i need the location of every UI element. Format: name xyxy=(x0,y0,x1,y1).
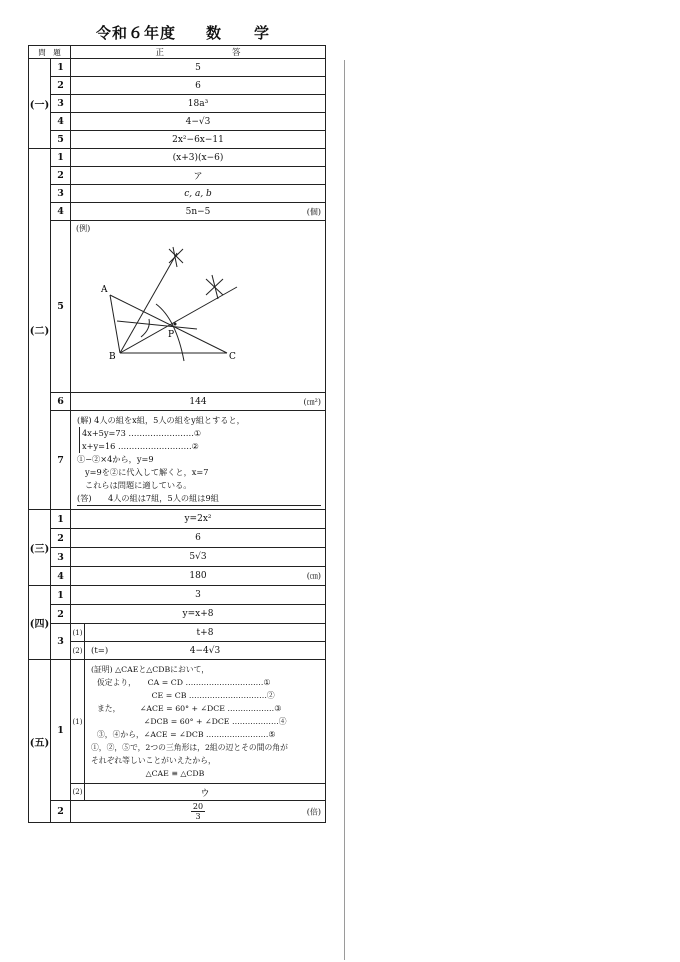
answer-cell: 18a³ xyxy=(71,95,326,113)
equation-line: 4x+5y=73 ……………………① xyxy=(79,427,325,440)
sub-question-number: (1) xyxy=(71,660,85,784)
fraction xyxy=(191,802,205,821)
answer-cell: y=x+8 xyxy=(71,605,326,624)
solution-cell xyxy=(71,411,326,510)
answer-cell: 5 xyxy=(71,59,326,77)
solution-line: これらは問題に適している。 xyxy=(85,480,192,490)
vertex-b-label: B xyxy=(109,352,116,362)
answer-cell: ウ xyxy=(85,784,326,801)
question-number: 2 xyxy=(51,605,71,624)
solution-answer: (答) 4人の組は7組，5人の組は9組 xyxy=(77,492,321,506)
vertex-c-label: C xyxy=(229,352,236,362)
equation-line: x+y=16 ………………………② xyxy=(79,440,325,453)
answer-table xyxy=(28,45,326,823)
table-row xyxy=(29,411,326,510)
question-number: 3 xyxy=(51,185,71,203)
answer-cell xyxy=(71,567,326,586)
question-number: 7 xyxy=(51,411,71,510)
example-label: (例) xyxy=(76,224,91,233)
question-number: 6 xyxy=(51,393,71,411)
unit-label: (倍) xyxy=(306,807,321,816)
answer-value: 4−4√3 xyxy=(189,645,221,656)
table-header xyxy=(29,46,326,59)
fraction-denominator: 3 xyxy=(195,811,201,821)
table-row xyxy=(29,548,326,567)
solution-line: (解) 4人の組をx組，5人の組をy組とすると， xyxy=(77,415,245,425)
proof-line: それぞれ等しいことがいえたから， xyxy=(91,756,216,765)
answer-value: 5n−5 xyxy=(185,206,211,217)
answer-cell xyxy=(71,801,326,823)
proof-line: ③，④から，∠ACE = ∠DCB ……………………⑤ xyxy=(97,730,276,739)
compass-arc-small xyxy=(141,319,149,337)
table-row xyxy=(29,167,326,185)
question-number: 4 xyxy=(51,567,71,586)
header-answer: 正 答 xyxy=(71,46,326,59)
table-row xyxy=(29,95,326,113)
proof-line: (証明) △CAEと△CDBにおいて， xyxy=(91,665,210,674)
question-number: 5 xyxy=(51,221,71,393)
table-row xyxy=(29,605,326,624)
proof-line: また， ∠ACE = 60° + ∠DCE ………………③ xyxy=(97,704,282,713)
table-row xyxy=(29,185,326,203)
sub-question-number: (1) xyxy=(71,624,85,642)
question-number: 4 xyxy=(51,203,71,221)
header-question: 問 題 xyxy=(29,46,71,59)
table-row xyxy=(29,642,326,660)
proof-line: 仮定より， CA = CD …………………………① xyxy=(97,678,271,687)
cross-mark xyxy=(212,275,218,299)
table-row xyxy=(29,586,326,605)
table-row xyxy=(29,221,326,393)
solution-line: ①−②×4から，y=9 xyxy=(77,454,154,464)
answer-cell: y=2x² xyxy=(71,510,326,529)
answer-cell xyxy=(71,393,326,411)
answer-cell: 6 xyxy=(71,77,326,95)
section-label-3: (三) xyxy=(29,510,51,586)
question-number: 3 xyxy=(51,624,71,660)
answer-cell: c, a, b xyxy=(71,185,326,203)
question-number: 1 xyxy=(51,59,71,77)
answer-cell xyxy=(71,203,326,221)
table-row xyxy=(29,131,326,149)
section-label-4: (四) xyxy=(29,586,51,660)
table-row xyxy=(29,567,326,586)
unit-label: (㎝²) xyxy=(303,397,321,406)
page-divider xyxy=(344,60,345,960)
sub-question-number: (2) xyxy=(71,784,85,801)
title-subject: 数 学 xyxy=(206,24,271,42)
answer-cell: 2x²−6x−11 xyxy=(71,131,326,149)
table-row xyxy=(29,149,326,167)
table-row xyxy=(29,77,326,95)
unit-label: (㎝) xyxy=(306,571,321,581)
section-label-1: (一) xyxy=(29,59,51,149)
proof-conclusion: △CAE ≡ △CDB xyxy=(91,769,205,778)
proof-line: ①，②，⑤で，2つの三角形は，2組の辺とその間の角が xyxy=(91,743,288,752)
table-row xyxy=(29,529,326,548)
angle-bisector xyxy=(120,287,237,353)
question-number: 1 xyxy=(51,586,71,605)
sub-question-number: (2) xyxy=(71,642,85,660)
edge-ac xyxy=(110,295,227,353)
vertex-a-label: A xyxy=(101,285,108,295)
title-year: 令和６年度 xyxy=(96,24,177,42)
edge-ab xyxy=(110,295,120,353)
section-label-5: (五) xyxy=(29,660,51,823)
answer-prefix: (t=) xyxy=(91,645,109,656)
page-title xyxy=(96,22,270,43)
answer-cell: 3 xyxy=(71,586,326,605)
answer-cell: t+8 xyxy=(85,624,326,642)
answer-value: 144 xyxy=(189,396,207,407)
perpendicular-line xyxy=(117,321,197,329)
table-row xyxy=(29,393,326,411)
question-number: 5 xyxy=(51,131,71,149)
question-number: 2 xyxy=(51,167,71,185)
solution-line: y=9を②に代入して解くと，x=7 xyxy=(85,467,209,477)
fraction-numerator: 20 xyxy=(192,801,204,811)
table-row xyxy=(29,801,326,823)
question-number: 1 xyxy=(51,510,71,529)
question-number: 2 xyxy=(51,529,71,548)
answer-cell: (x+3)(x−6) xyxy=(71,149,326,167)
proof-line: CE = CB …………………………② xyxy=(97,691,275,700)
answer-cell xyxy=(85,642,326,660)
question-number: 1 xyxy=(51,149,71,167)
table-row xyxy=(29,784,326,801)
table-row xyxy=(29,660,326,784)
answer-value: 180 xyxy=(189,571,207,581)
question-number: 3 xyxy=(51,548,71,567)
question-number: 4 xyxy=(51,113,71,131)
question-number: 1 xyxy=(51,660,71,801)
table-row xyxy=(29,113,326,131)
table-row xyxy=(29,510,326,529)
question-number: 2 xyxy=(51,77,71,95)
unit-label: (個) xyxy=(306,207,321,216)
question-number: 3 xyxy=(51,95,71,113)
table-row xyxy=(29,59,326,77)
answer-cell: 5√3 xyxy=(71,548,326,567)
point-p-label: P xyxy=(168,330,175,340)
construction-cell xyxy=(71,221,326,393)
answer-cell: 4−√3 xyxy=(71,113,326,131)
question-number: 2 xyxy=(51,801,71,823)
table-row xyxy=(29,203,326,221)
answer-cell: 6 xyxy=(71,529,326,548)
answer-cell: ア xyxy=(71,167,326,185)
proof-line: ∠DCB = 60° + ∠DCE ………………④ xyxy=(97,717,287,726)
table-row xyxy=(29,624,326,642)
section-label-2: (二) xyxy=(29,149,51,510)
proof-cell xyxy=(85,660,326,784)
point-p-dot xyxy=(174,323,177,326)
construction-figure xyxy=(71,221,323,389)
